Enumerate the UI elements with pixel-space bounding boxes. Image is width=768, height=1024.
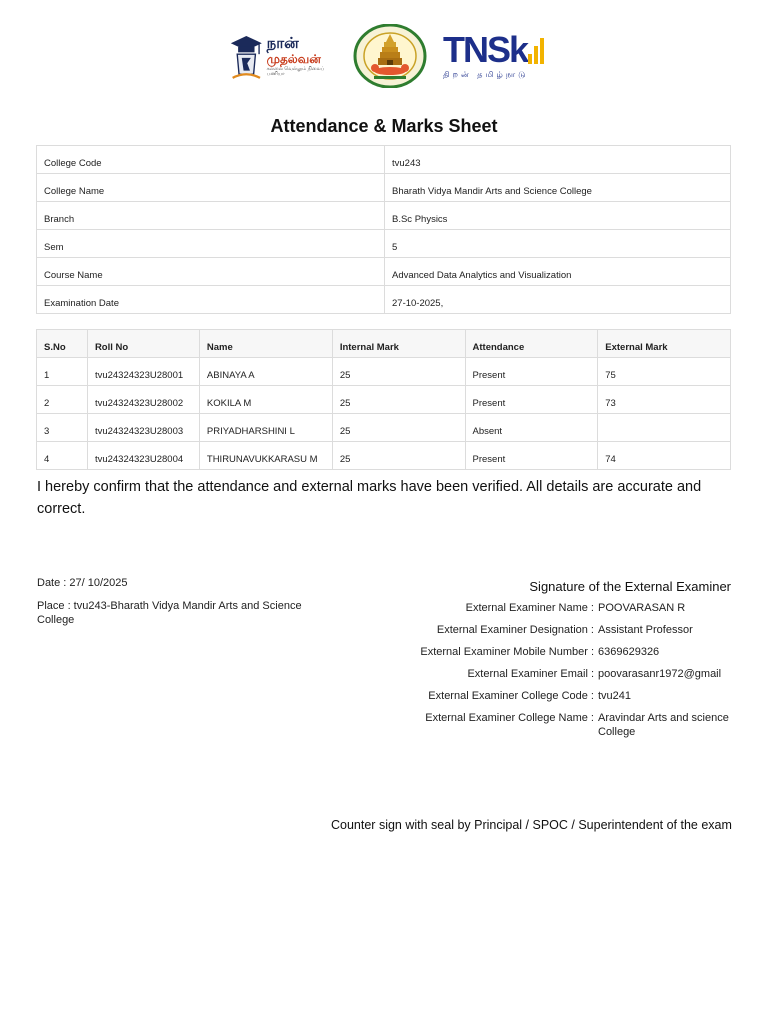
examiner-college-name-value: Aravindar Arts and science College	[598, 712, 729, 738]
counter-sign-text: Counter sign with seal by Principal / SPOC / Superintendent of the exam	[331, 818, 732, 832]
cell-attendance: Absent	[465, 414, 598, 442]
header-sno: S.No	[37, 330, 88, 358]
cell-internal-mark: 25	[332, 386, 465, 414]
cell-roll-no: tvu24324323U28003	[87, 414, 199, 442]
info-row-sem	[37, 230, 731, 258]
table-row	[37, 442, 731, 470]
confirmation-statement: I hereby confirm that the attendance and external marks have been verified. All details are accurate and correct.	[37, 479, 702, 517]
cell-sno: 2	[37, 386, 88, 414]
naan-mudhalvan-bottom-text: முதல்வன்	[266, 51, 321, 66]
info-row-course-name	[37, 258, 731, 286]
examiner-name-row	[400, 601, 740, 615]
place-line: Place : tvu243-Bharath Vidya Mandir Arts and Science College	[37, 600, 302, 626]
page-title: Attendance & Marks Sheet	[270, 116, 498, 136]
cell-internal-mark: 25	[332, 442, 465, 470]
cell-external-mark: 73	[598, 386, 731, 414]
examiner-email-row	[400, 667, 740, 681]
table-row	[37, 386, 731, 414]
cell-external-mark	[598, 414, 731, 442]
info-row-branch	[37, 202, 731, 230]
college-info-table	[36, 145, 731, 314]
signature-title: Signature of the External Examiner	[529, 579, 731, 594]
header-roll-no: Roll No	[87, 330, 199, 358]
header-attendance: Attendance	[465, 330, 598, 358]
examiner-college-code-label: External Examiner College Code :	[428, 690, 594, 702]
temple-emblem-icon	[353, 24, 427, 88]
cell-attendance: Present	[465, 358, 598, 386]
marks-table	[36, 329, 731, 470]
cell-sno: 4	[37, 442, 88, 470]
examiner-details	[400, 601, 740, 747]
examiner-college-name-label: External Examiner College Name :	[425, 712, 594, 724]
cell-name: PRIYADHARSHINI L	[199, 414, 332, 442]
graduation-cap-icon	[229, 30, 264, 82]
cell-external-mark: 74	[598, 442, 731, 470]
header-logos	[0, 22, 768, 90]
cell-internal-mark: 25	[332, 414, 465, 442]
examiner-name-value: POOVARASAN R	[598, 602, 686, 614]
marks-header-row	[37, 330, 731, 358]
examiner-designation-row	[400, 623, 740, 637]
naan-mudhalvan-logo	[229, 24, 337, 88]
info-value: tvu243	[385, 146, 731, 174]
examiner-designation-label: External Examiner Designation :	[436, 624, 594, 636]
examiner-name-label: External Examiner Name :	[465, 602, 594, 614]
info-label: Examination Date	[37, 286, 385, 314]
cell-roll-no: tvu24324323U28004	[87, 442, 199, 470]
table-row	[37, 358, 731, 386]
tnsk-bars-icon	[527, 34, 545, 66]
info-value: 5	[385, 230, 731, 258]
cell-external-mark: 75	[598, 358, 731, 386]
examiner-email-value: poovarasanr1972@gmail	[598, 668, 722, 680]
info-label: College Code	[37, 146, 385, 174]
cell-attendance: Present	[465, 386, 598, 414]
info-label: College Name	[37, 174, 385, 202]
examiner-designation-value: Assistant Professor	[598, 624, 693, 636]
info-label: Branch	[37, 202, 385, 230]
examiner-college-code-value: tvu241	[598, 690, 632, 702]
examiner-mobile-label: External Examiner Mobile Number :	[420, 646, 594, 658]
naan-mudhalvan-tagline: கல்லை வெல்லும் நிலைப் பணியா	[266, 65, 325, 77]
tamil-nadu-emblem	[351, 24, 429, 88]
examiner-mobile-value: 6369629326	[598, 646, 660, 658]
cell-internal-mark: 25	[332, 358, 465, 386]
header-internal-mark: Internal Mark	[332, 330, 465, 358]
header-name: Name	[199, 330, 332, 358]
info-value: 27-10-2025,	[385, 286, 731, 314]
header-external-mark: External Mark	[598, 330, 731, 358]
info-row-college-name	[37, 174, 731, 202]
cell-attendance: Present	[465, 442, 598, 470]
examiner-college-code-row	[400, 689, 740, 703]
info-label: Course Name	[37, 258, 385, 286]
table-row	[37, 414, 731, 442]
info-row-college-code	[37, 146, 731, 174]
cell-sno: 3	[37, 414, 88, 442]
tnsk-tagline: திறன் தமிழ்நாடு	[443, 70, 529, 79]
cell-roll-no: tvu24324323U28001	[87, 358, 199, 386]
cell-name: THIRUNAVUKKARASU M	[199, 442, 332, 470]
info-value: Advanced Data Analytics and Visualization	[385, 258, 731, 286]
info-value: Bharath Vidya Mandir Arts and Science College	[385, 174, 731, 202]
examiner-email-label: External Examiner Email :	[467, 668, 594, 680]
naan-mudhalvan-top-text: நான்	[266, 33, 299, 52]
tnsk-logo-text: TNSk	[443, 29, 528, 70]
cell-name: ABINAYA A	[199, 358, 332, 386]
cell-name: KOKILA M	[199, 386, 332, 414]
examiner-college-name-row	[400, 711, 740, 739]
info-label: Sem	[37, 230, 385, 258]
date-line: Date : 27/ 10/2025	[37, 577, 128, 589]
info-row-examination-date	[37, 286, 731, 314]
tnsk-logo	[443, 24, 539, 88]
cell-sno: 1	[37, 358, 88, 386]
cell-roll-no: tvu24324323U28002	[87, 386, 199, 414]
examiner-mobile-row	[400, 645, 740, 659]
info-value: B.Sc Physics	[385, 202, 731, 230]
